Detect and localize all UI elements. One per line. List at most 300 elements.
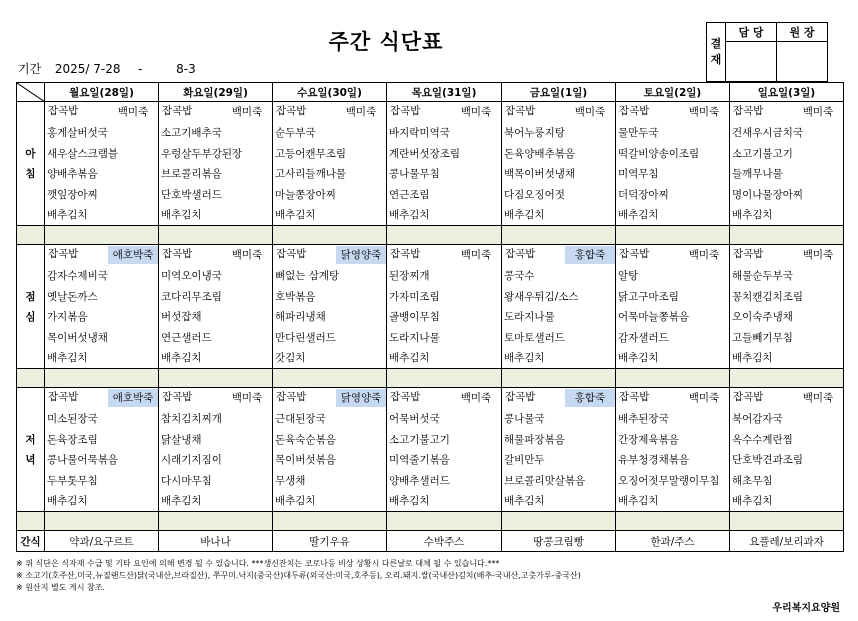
menu-cell: [502, 205, 616, 226]
separator-cell: [730, 369, 844, 388]
menu-item: 배추김치: [732, 209, 773, 222]
porridge-item: 백미죽: [802, 106, 834, 119]
menu-row: [17, 470, 844, 491]
menu-item: 계란버섯장조림: [389, 147, 461, 160]
menu-item: 콩나물국: [504, 413, 545, 426]
menu-cell: [502, 470, 616, 491]
rice-item: 잡곡밥: [162, 248, 193, 261]
menu-cell: [730, 327, 844, 348]
menu-item: 바지락미역국: [389, 127, 450, 140]
menu-item: 감자수제비국: [47, 270, 108, 283]
separator-cell: [387, 226, 502, 245]
menu-cell: [159, 388, 273, 409]
menu-cell: [387, 327, 502, 348]
menu-cell: [616, 348, 730, 369]
menu-cell: [387, 470, 502, 491]
menu-cell: [273, 143, 387, 164]
menu-item: 간장제육볶음: [618, 433, 679, 446]
rice-porridge-pair: [732, 103, 843, 121]
menu-item: 건새우시금치국: [732, 127, 804, 140]
menu-row: [17, 286, 844, 307]
menu-item: 왕새우튀김/소스: [504, 290, 579, 303]
menu-item: 근대된장국: [275, 413, 326, 426]
rice-item: 잡곡밥: [276, 391, 307, 404]
menu-cell: [273, 102, 387, 123]
menu-item: 배추김치: [504, 495, 545, 508]
separator-cell: [616, 226, 730, 245]
rice-porridge-pair: [618, 389, 729, 407]
meal-label-vertical: 저 녁: [25, 433, 36, 466]
porridge-item: 닭영양죽: [336, 246, 386, 264]
menu-cell: [616, 388, 730, 409]
menu-item: 콩나물무침: [389, 168, 440, 181]
menu-item: 깻잎장아찌: [47, 188, 98, 201]
menu-item: 어묵버섯국: [389, 413, 440, 426]
day-header: 일요일(3일): [730, 83, 844, 102]
rice-item: 잡곡밥: [276, 248, 307, 261]
menu-item: 배추김치: [275, 209, 316, 222]
rice-porridge-pair: [504, 103, 615, 121]
snack-item: 수박주스: [387, 531, 502, 552]
menu-item: 배추김치: [389, 495, 430, 508]
porridge-item: 백미죽: [688, 392, 720, 405]
porridge-item: 애호박죽: [108, 246, 158, 264]
menu-cell: [502, 450, 616, 471]
day-header: 수요일(30일): [273, 83, 387, 102]
separator-cell: [616, 512, 730, 531]
rice-item: 잡곡밥: [162, 391, 193, 404]
day-header: 목요일(31일): [387, 83, 502, 102]
menu-item: 순두부국: [275, 127, 316, 140]
menu-item: 배추김치: [618, 209, 659, 222]
menu-cell: [616, 286, 730, 307]
menu-cell: [159, 205, 273, 226]
porridge-item: 백미죽: [802, 392, 834, 405]
porridge-item: 백미죽: [231, 249, 263, 262]
rice-item: 잡곡밥: [733, 105, 764, 118]
menu-cell: [45, 245, 159, 266]
menu-cell: [273, 348, 387, 369]
menu-item: 미역무침: [618, 168, 659, 181]
menu-item: 배추김치: [504, 352, 545, 365]
menu-item: 닭살냉채: [161, 433, 202, 446]
day-header: 토요일(2일): [616, 83, 730, 102]
separator-cell: [45, 369, 159, 388]
menu-item: 소고기불고기: [389, 433, 450, 446]
approval-col-director: 원 장: [777, 23, 828, 42]
rice-item: 잡곡밥: [733, 248, 764, 261]
menu-item: 미역오이냉국: [161, 270, 222, 283]
menu-item: 북어감자국: [732, 413, 783, 426]
menu-cell: [45, 286, 159, 307]
porridge-item: 백미죽: [802, 249, 834, 262]
menu-cell: [387, 164, 502, 185]
menu-cell: [730, 348, 844, 369]
porridge-item: 애호박죽: [108, 389, 158, 407]
menu-cell: [730, 286, 844, 307]
menu-cell: [273, 470, 387, 491]
menu-cell: [387, 388, 502, 409]
menu-cell: [273, 245, 387, 266]
menu-item: 돈육장조림: [47, 433, 98, 446]
menu-item: 해파리냉채: [275, 311, 326, 324]
menu-row: [17, 102, 844, 123]
menu-item: 배추김치: [47, 209, 88, 222]
porridge-item: 홍합죽: [565, 389, 615, 407]
menu-cell: [502, 348, 616, 369]
menu-item: 도라지나물: [504, 311, 555, 324]
menu-item: 호박볶음: [275, 290, 316, 303]
menu-cell: [387, 123, 502, 144]
menu-item: 해초무침: [732, 474, 773, 487]
menu-item: 브로콜리볶음: [161, 168, 222, 181]
menu-item: 고사리들깨나물: [275, 168, 347, 181]
menu-row: [17, 348, 844, 369]
rice-porridge-pair: [161, 389, 272, 407]
period-dash: -: [138, 62, 143, 76]
menu-cell: [502, 184, 616, 205]
rice-porridge-pair: [275, 246, 386, 264]
menu-cell: [502, 123, 616, 144]
rice-item: 잡곡밥: [48, 105, 79, 118]
menu-cell: [387, 286, 502, 307]
menu-cell: [45, 143, 159, 164]
separator-cell: [17, 512, 45, 531]
menu-cell: [273, 266, 387, 287]
menu-cell: [45, 164, 159, 185]
approval-label: [707, 23, 726, 82]
menu-item: 배추김치: [275, 495, 316, 508]
menu-row: [17, 123, 844, 144]
menu-cell: [45, 307, 159, 328]
rice-item: 잡곡밥: [162, 105, 193, 118]
rice-porridge-pair: [618, 246, 729, 264]
separator-cell: [730, 226, 844, 245]
menu-cell: [45, 266, 159, 287]
menu-item: 갓김치: [275, 352, 306, 365]
separator-cell: [502, 512, 616, 531]
menu-row: [17, 429, 844, 450]
separator-cell: [273, 226, 387, 245]
rice-porridge-pair: [389, 103, 501, 121]
menu-cell: [273, 184, 387, 205]
menu-item: 북어누룽지탕: [504, 127, 565, 140]
menu-cell: [45, 327, 159, 348]
menu-item: 돈육숙순볶음: [275, 433, 336, 446]
menu-item: 시래기지짐이: [161, 454, 222, 467]
menu-cell: [616, 102, 730, 123]
period-end: 8-3: [176, 62, 196, 76]
menu-cell: [45, 470, 159, 491]
approval-sign-manager: [726, 42, 777, 82]
separator-cell: [45, 226, 159, 245]
note-3: ※ 원산지 별도 게시 참조.: [16, 583, 105, 592]
menu-cell: [273, 164, 387, 185]
menu-cell: [45, 388, 159, 409]
rice-item: 잡곡밥: [619, 105, 650, 118]
menu-row: [17, 388, 844, 409]
menu-cell: [387, 205, 502, 226]
menu-cell: [159, 450, 273, 471]
menu-cell: [387, 266, 502, 287]
menu-cell: [730, 450, 844, 471]
menu-item: 해물파장볶음: [504, 433, 565, 446]
rice-item: 잡곡밥: [390, 105, 421, 118]
menu-cell: [387, 102, 502, 123]
menu-item: 홍게살버섯국: [47, 127, 108, 140]
menu-item: 해물순두부국: [732, 270, 793, 283]
rice-porridge-pair: [47, 103, 158, 121]
menu-item: 옥수수계란찜: [732, 433, 793, 446]
menu-item: 알탕: [618, 270, 639, 283]
menu-item: 토마토샐러드: [504, 331, 565, 344]
menu-cell: [616, 450, 730, 471]
rice-porridge-pair: [504, 246, 615, 264]
rice-item: 잡곡밥: [733, 391, 764, 404]
menu-item: 단호박샐러드: [161, 188, 222, 201]
menu-row: [17, 327, 844, 348]
menu-cell: [502, 409, 616, 430]
day-header: 화요일(29일): [159, 83, 273, 102]
menu-item: 양배추샐러드: [389, 474, 450, 487]
menu-cell: [159, 164, 273, 185]
menu-cell: [273, 205, 387, 226]
snack-label: 간식: [17, 531, 45, 552]
rice-item: 잡곡밥: [505, 248, 536, 261]
menu-item: 미역줄기볶음: [389, 454, 450, 467]
menu-cell: [273, 491, 387, 512]
menu-item: 배추김치: [47, 352, 88, 365]
menu-cell: [387, 429, 502, 450]
menu-item: 고들빼기무침: [732, 331, 793, 344]
menu-cell: [45, 102, 159, 123]
rice-porridge-pair: [732, 246, 843, 264]
snack-item: 바나나: [159, 531, 273, 552]
menu-cell: [159, 327, 273, 348]
menu-item: 배추김치: [618, 352, 659, 365]
meal-label-vertical: 점 심: [25, 290, 36, 323]
menu-item: 꽁치캔김치조림: [732, 290, 804, 303]
menu-cell: [45, 409, 159, 430]
menu-cell: [387, 348, 502, 369]
menu-cell: [387, 450, 502, 471]
porridge-item: 백미죽: [460, 392, 492, 405]
rice-item: 잡곡밥: [505, 105, 536, 118]
rice-item: 잡곡밥: [48, 248, 79, 261]
menu-cell: [159, 348, 273, 369]
menu-cell: [502, 286, 616, 307]
menu-item: 떡갈비양송이조림: [618, 147, 700, 160]
separator-cell: [273, 512, 387, 531]
separator-cell: [273, 369, 387, 388]
menu-cell: [730, 245, 844, 266]
menu-cell: [45, 450, 159, 471]
menu-item: 두부톳무침: [47, 474, 98, 487]
menu-cell: [730, 388, 844, 409]
menu-cell: [616, 205, 730, 226]
porridge-item: 백미죽: [117, 106, 149, 119]
menu-item: 콩나물어묵볶음: [47, 454, 119, 467]
menu-cell: [502, 245, 616, 266]
menu-item: 된장찌개: [389, 270, 430, 283]
menu-row: [17, 491, 844, 512]
menu-cell: [502, 266, 616, 287]
menu-cell: [502, 388, 616, 409]
snack-row: [17, 531, 844, 552]
day-header-row: [17, 83, 844, 102]
menu-item: 배추김치: [504, 209, 545, 222]
menu-item: 콩국수: [504, 270, 535, 283]
menu-cell: [45, 123, 159, 144]
separator-cell: [387, 512, 502, 531]
menu-item: 가지볶음: [47, 311, 88, 324]
menu-item: 새우살스크램블: [47, 147, 119, 160]
menu-row: [17, 409, 844, 430]
menu-item: 미소된장국: [47, 413, 98, 426]
approval-label-text: 결 재: [710, 37, 722, 66]
separator-cell: [616, 369, 730, 388]
menu-item: 배추김치: [161, 352, 202, 365]
porridge-item: 백미죽: [460, 106, 492, 119]
menu-item: 골뱅이무침: [389, 311, 440, 324]
notes: [16, 558, 581, 594]
snack-item: 땅콩크림빵: [502, 531, 616, 552]
porridge-item: 백미죽: [688, 249, 720, 262]
menu-item: 브로콜리맛살볶음: [504, 474, 586, 487]
menu-item: 목이버섯볶음: [275, 454, 336, 467]
menu-item: 더덕장아찌: [618, 188, 669, 201]
menu-cell: [45, 348, 159, 369]
menu-item: 오징어젓무말랭이무침: [618, 474, 720, 487]
menu-item: 연근조림: [389, 188, 430, 201]
rice-porridge-pair: [504, 389, 615, 407]
menu-cell: [273, 429, 387, 450]
menu-item: 다시마무침: [161, 474, 212, 487]
menu-cell: [159, 286, 273, 307]
menu-cell: [730, 470, 844, 491]
menu-item: 뼈없는 삼계탕: [275, 270, 340, 283]
separator-cell: [159, 369, 273, 388]
menu-cell: [616, 409, 730, 430]
menu-cell: [273, 123, 387, 144]
menu-cell: [387, 491, 502, 512]
meal-label-1: [17, 245, 45, 369]
menu-table: [16, 82, 844, 552]
menu-item: 연근샐러드: [161, 331, 212, 344]
separator-cell: [17, 226, 45, 245]
meal-label-2: [17, 388, 45, 512]
menu-cell: [159, 266, 273, 287]
menu-cell: [159, 307, 273, 328]
menu-cell: [502, 143, 616, 164]
menu-cell: [616, 491, 730, 512]
menu-cell: [273, 327, 387, 348]
menu-item: 유부청경채볶음: [618, 454, 690, 467]
menu-cell: [45, 184, 159, 205]
day-header: 월요일(28일): [45, 83, 159, 102]
menu-item: 우렁살두부강된장: [161, 147, 243, 160]
menu-cell: [45, 205, 159, 226]
menu-cell: [730, 143, 844, 164]
menu-cell: [730, 429, 844, 450]
menu-item: 배추김치: [389, 209, 430, 222]
menu-cell: [159, 491, 273, 512]
porridge-item: 백미죽: [231, 106, 263, 119]
menu-cell: [502, 307, 616, 328]
menu-cell: [502, 327, 616, 348]
meal-separator: [17, 369, 844, 388]
menu-row: [17, 307, 844, 328]
porridge-item: 백미죽: [574, 106, 606, 119]
menu-item: 옛날돈까스: [47, 290, 98, 303]
separator-cell: [45, 512, 159, 531]
porridge-item: 닭영양죽: [336, 389, 386, 407]
menu-item: 마늘쫑장아찌: [275, 188, 336, 201]
menu-cell: [45, 429, 159, 450]
menu-cell: [273, 286, 387, 307]
menu-item: 백목이버섯냉채: [504, 168, 576, 181]
menu-item: 배추김치: [161, 495, 202, 508]
menu-item: 배추김치: [161, 209, 202, 222]
rice-porridge-pair: [161, 246, 272, 264]
rice-item: 잡곡밥: [619, 391, 650, 404]
rice-porridge-pair: [389, 389, 501, 407]
menu-cell: [730, 102, 844, 123]
header-corner: [17, 83, 45, 102]
rice-item: 잡곡밥: [505, 391, 536, 404]
menu-item: 단호박견과조림: [732, 454, 804, 467]
organization-name: 우리복지요양원: [772, 603, 840, 614]
snack-item: 딸기우유: [273, 531, 387, 552]
rice-item: 잡곡밥: [390, 391, 421, 404]
menu-cell: [616, 327, 730, 348]
rice-porridge-pair: [161, 103, 272, 121]
snack-item: 약과/요구르트: [45, 531, 159, 552]
menu-row: [17, 164, 844, 185]
menu-cell: [616, 470, 730, 491]
menu-item: 어묵마늘쫑볶음: [618, 311, 690, 324]
menu-item: 소고기불고기: [732, 147, 793, 160]
menu-cell: [387, 143, 502, 164]
meal-label-vertical: 아 침: [25, 147, 36, 180]
snack-item: 요플레/보리과자: [730, 531, 844, 552]
separator-cell: [730, 512, 844, 531]
menu-cell: [616, 143, 730, 164]
menu-item: 배추김치: [732, 495, 773, 508]
separator-cell: [387, 369, 502, 388]
menu-item: 돈육양배추볶음: [504, 147, 576, 160]
rice-porridge-pair: [275, 103, 386, 121]
menu-cell: [616, 429, 730, 450]
menu-cell: [502, 164, 616, 185]
menu-cell: [159, 409, 273, 430]
period: [18, 60, 196, 77]
menu-cell: [616, 307, 730, 328]
menu-cell: [730, 409, 844, 430]
approval-box: [706, 22, 828, 82]
menu-item: 코다리무조림: [161, 290, 222, 303]
menu-cell: [616, 245, 730, 266]
day-header: 금요일(1일): [502, 83, 616, 102]
menu-cell: [273, 307, 387, 328]
page-title: 주간 식단표: [328, 30, 444, 54]
rice-porridge-pair: [47, 246, 158, 264]
menu-cell: [730, 123, 844, 144]
porridge-item: 백미죽: [231, 392, 263, 405]
note-1: ※ 위 식단은 식자재 수급 및 기타 요인에 의해 변경 될 수 있습니다. ***생신잔치는 코로나등 비상 상황시 다른날로 대체 될 수 있습니다.***: [16, 559, 500, 568]
menu-item: 참치김치찌개: [161, 413, 222, 426]
menu-cell: [730, 307, 844, 328]
